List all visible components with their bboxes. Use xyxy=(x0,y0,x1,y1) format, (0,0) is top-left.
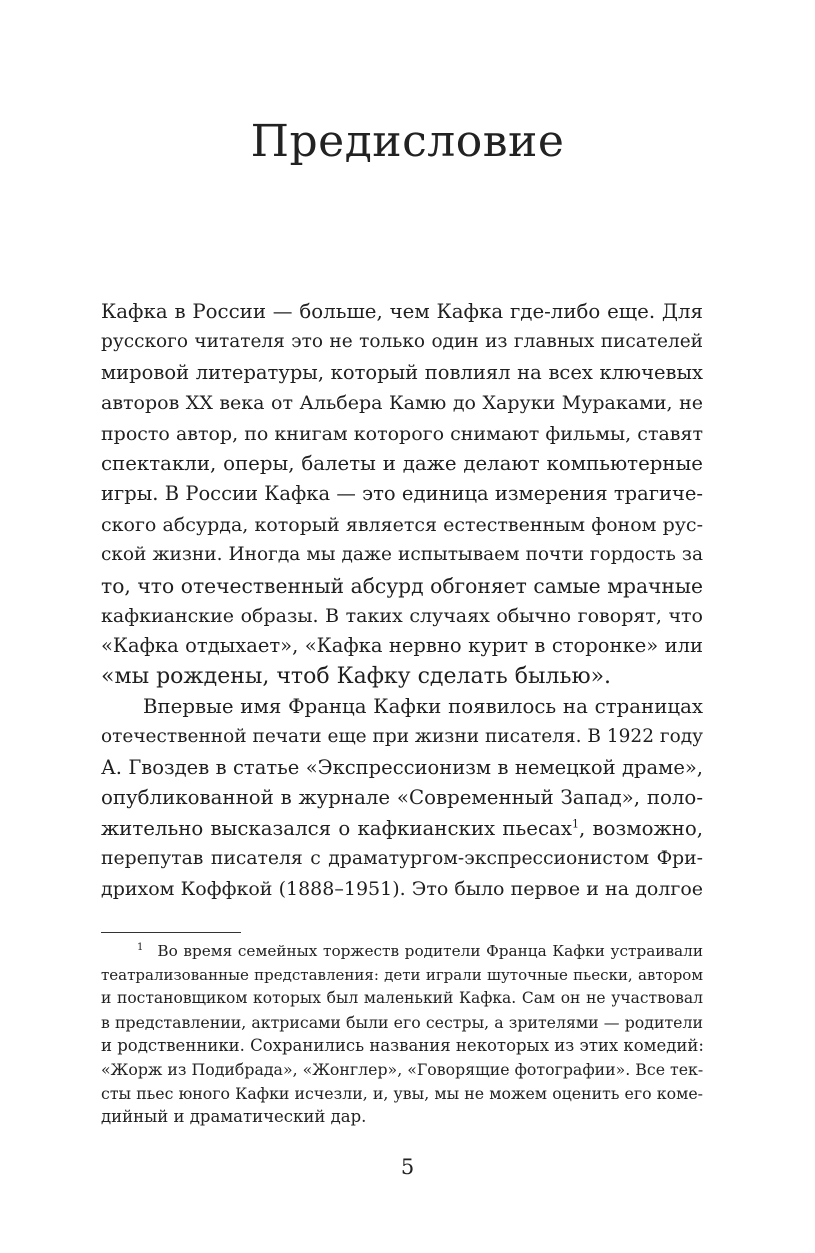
footnote-line: в представлении, актрисами были его сестры, а зрителями — родители xyxy=(101,1012,703,1032)
text-line: Впервые имя Франца Кафки появилось на страницах xyxy=(143,695,703,719)
text-line: Кафка в России — больше, чем Кафка где-либо еще. Для xyxy=(101,300,703,323)
paragraph-1 xyxy=(101,297,703,692)
text-line: А. Гвоздев в статье «Экспрессионизм в немецкой драме», xyxy=(101,755,703,779)
text-line: спектакли, оперы, балеты и даже делают компьютерные xyxy=(101,451,703,475)
footnote xyxy=(101,940,703,1129)
text-line: «Кафка отдыхает», «Кафка нервно курит в сторонке» или xyxy=(101,634,703,658)
footnote-line: театрализованные представления: дети играли шуточные пьески, автором xyxy=(101,965,703,984)
text-line: русского читателя это не только один из главных писателей xyxy=(101,331,703,353)
footnote-divider xyxy=(101,932,241,933)
main-text xyxy=(101,297,703,905)
text-fragment: жительно высказался о кафкианских пьесах xyxy=(101,816,572,840)
chapter-title: Предисловие xyxy=(250,116,565,167)
footnote-line xyxy=(101,940,703,964)
text-line-with-footnote-ref xyxy=(101,814,703,844)
footnote-line: и родственники. Сохранились названия некоторых из этих комедий: xyxy=(101,1036,704,1056)
footnote-line: «Жорж из Подибрада», «Жонглер», «Говорящие фотографии». Все тек- xyxy=(101,1059,704,1079)
text-line: то, что отечественный абсурд обгоняет самые мрачные xyxy=(101,573,703,598)
text-line: ской жизни. Иногда мы даже испытываем почти гордость за xyxy=(101,544,703,566)
text-line: игры. В России Кафка — это единица измерения трагиче- xyxy=(101,482,703,506)
text-line: просто автор, по книгам которого снимают фильмы, ставят xyxy=(101,422,703,445)
text-line: мировой литературы, который повлиял на всех ключевых xyxy=(101,360,703,384)
footnote-reference[interactable]: 1 xyxy=(571,817,579,831)
text-line: «мы рождены, чтоб Кафку сделать былью». xyxy=(101,663,612,689)
footnote-line: дийный и драматический дар. xyxy=(101,1107,367,1127)
footnote-line: и постановщиком которых был маленький Кафка. Сам он не участвовал xyxy=(101,989,703,1008)
text-line: перепутав писателя с драматургом-экспрессионистом Фри- xyxy=(101,848,703,870)
text-line: дрихом Коффкой (1888–1951). Это было первое и на долгое xyxy=(101,878,703,901)
text-line: кафкианские образы. В таких случаях обычно говорят, что xyxy=(101,604,703,627)
text-line: авторов ХХ века от Альбера Камю до Харуки Мураками, не xyxy=(101,392,703,415)
paragraph-2 xyxy=(101,692,703,905)
footnote-line: сты пьес юного Кафки исчезли, и, увы, мы не можем оценить его коме- xyxy=(101,1083,703,1103)
text-line: опубликованной в журнале «Современный Запад», поло- xyxy=(101,786,703,810)
text-line: отечественной печати еще при жизни писателя. В 1922 году xyxy=(101,726,703,748)
footnote-marker: 1 xyxy=(137,941,144,953)
text-fragment: , возможно, xyxy=(578,816,703,840)
text-line: ского абсурда, который является естественным фоном рус- xyxy=(101,513,703,536)
page-number: 5 xyxy=(400,1155,415,1179)
footnote-text: Во время семейных торжеств родители Франца Кафки устраивали xyxy=(157,942,703,960)
